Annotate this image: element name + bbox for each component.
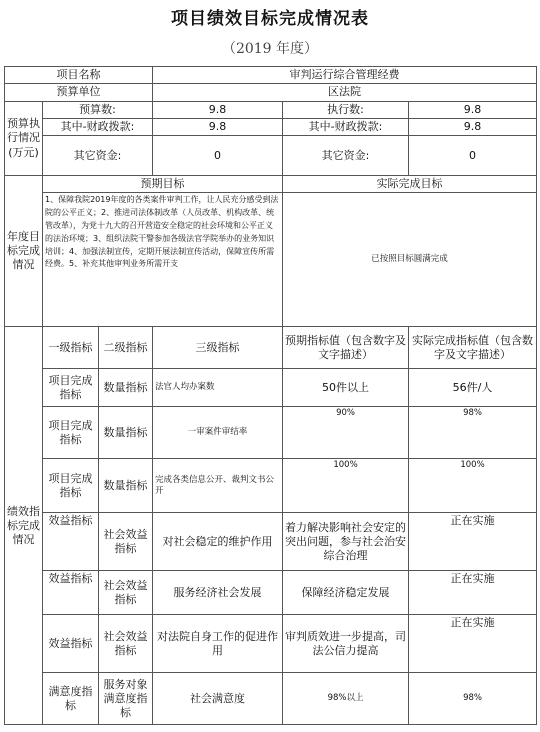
indicator-row (5, 459, 537, 513)
indicator-actual: 56件/人 (409, 369, 537, 407)
actual-target-text: 已按照目标圆满完成 (283, 193, 537, 327)
indicator-level3: 社会满意度 (153, 673, 283, 725)
indicator-level2: 社会效益指标 (99, 571, 153, 615)
other-funds-row (5, 136, 537, 176)
annual-section-label: 年度目标完成情况 (5, 176, 43, 327)
actual-value-header: 实际完成指标值（包含数字及文字描述） (409, 327, 537, 369)
indicator-level1: 项目完成指标 (43, 407, 99, 459)
indicator-level1: 满意度指标 (43, 673, 99, 725)
indicator-level3: 对法院自身工作的促进作用 (153, 615, 283, 673)
indicator-actual: 正在实施 (409, 571, 537, 615)
page-subtitle-year: （2019 年度） (221, 41, 319, 57)
indicator-row (5, 673, 537, 725)
indicator-expected: 审判质效进一步提高，司法公信力提高 (283, 615, 409, 673)
indicator-level1: 效益指标 (43, 513, 99, 571)
annual-header-row (5, 176, 537, 193)
project-name-label: 项目名称 (5, 67, 153, 84)
budget-row (5, 101, 537, 118)
indicator-actual: 正在实施 (409, 513, 537, 571)
indicator-row (5, 513, 537, 571)
expected-target-header: 预期目标 (43, 176, 283, 193)
project-name-row (5, 67, 537, 84)
indicator-level2: 数量指标 (99, 369, 153, 407)
indicator-level3: 法官人均办案数 (153, 369, 283, 407)
expected-target-text: 1、保障我院2019年度的各类案件审判工作，让人民充分感受到法院的公平正义；2、推进司法体制改革（人员改革、机构改革、统管改革），为党十九大的召开营造安全稳定的社会环境和公平正义的法治环境；3、组织法院干警参加各级法官学院举办的业务知识培训；4、加强法制宣传，定期开展法制宣传活动，保障宣传所需经费。5、补充其他审判业务所需开支 (43, 193, 283, 327)
other-exec-label: 其它资金: (283, 136, 409, 176)
indicator-level3: 服务经济社会发展 (153, 571, 283, 615)
indicator-level2: 数量指标 (99, 407, 153, 459)
fiscal-budget-label: 其中-财政拨款: (43, 118, 153, 135)
budget-unit-row (5, 84, 537, 101)
indicator-actual: 100% (409, 459, 537, 513)
exec-amount-value: 9.8 (409, 101, 537, 118)
indicator-row (5, 369, 537, 407)
indicator-level1: 项目完成指标 (43, 459, 99, 513)
project-name-value: 审判运行综合管理经费 (153, 67, 537, 84)
exec-amount-label: 执行数: (283, 101, 409, 118)
indicator-level2: 数量指标 (99, 459, 153, 513)
other-budget-value: 0 (153, 136, 283, 176)
indicator-row (5, 615, 537, 673)
performance-section-label: 绩效指标完成情况 (5, 327, 43, 725)
indicator-expected: 90% (283, 407, 409, 459)
indicator-row (5, 571, 537, 615)
level2-header: 二级指标 (99, 327, 153, 369)
fiscal-exec-label: 其中-财政拨款: (283, 118, 409, 135)
indicator-level2: 社会效益指标 (99, 513, 153, 571)
indicator-expected: 98%以上 (283, 673, 409, 725)
budget-unit-value: 区法院 (153, 84, 537, 101)
fiscal-exec-value: 9.8 (409, 118, 537, 135)
indicator-level3: 一审案件审结率 (153, 407, 283, 459)
fiscal-budget-value: 9.8 (153, 118, 283, 135)
budget-amount-value: 9.8 (153, 101, 283, 118)
budget-amount-label: 预算数: (43, 101, 153, 118)
indicator-expected: 着力解决影响社会安定的突出问题，参与社会治安综合治理 (283, 513, 409, 571)
level1-header: 一级指标 (43, 327, 99, 369)
indicator-level1: 效益指标 (43, 615, 99, 673)
indicator-expected: 50件以上 (283, 369, 409, 407)
indicator-actual: 98% (409, 673, 537, 725)
budget-unit-label: 预算单位 (5, 84, 153, 101)
actual-target-header: 实际完成目标 (283, 176, 537, 193)
budget-section-label: 预算执行情况(万元) (5, 101, 43, 176)
indicator-level2: 社会效益指标 (99, 615, 153, 673)
annual-content-row (5, 193, 537, 327)
indicator-level3: 对社会稳定的维护作用 (153, 513, 283, 571)
indicator-level1: 项目完成指标 (43, 369, 99, 407)
indicator-actual: 正在实施 (409, 615, 537, 673)
expected-value-header: 预期指标值（包含数字及文字描述） (283, 327, 409, 369)
indicator-level2: 服务对象满意度指标 (99, 673, 153, 725)
other-exec-value: 0 (409, 136, 537, 176)
indicator-level1: 效益指标 (43, 571, 99, 615)
level3-header: 三级指标 (153, 327, 283, 369)
indicator-expected: 保障经济稳定发展 (283, 571, 409, 615)
indicator-actual: 98% (409, 407, 537, 459)
page-title: 项目绩效目标完成情况表 (171, 9, 369, 29)
indicator-header-row (5, 327, 537, 369)
performance-table (4, 66, 537, 725)
indicator-row (5, 407, 537, 459)
other-budget-label: 其它资金: (43, 136, 153, 176)
indicator-expected: 100% (283, 459, 409, 513)
indicator-level3: 完成各类信息公开、裁判文书公开 (153, 459, 283, 513)
fiscal-row (5, 118, 537, 135)
